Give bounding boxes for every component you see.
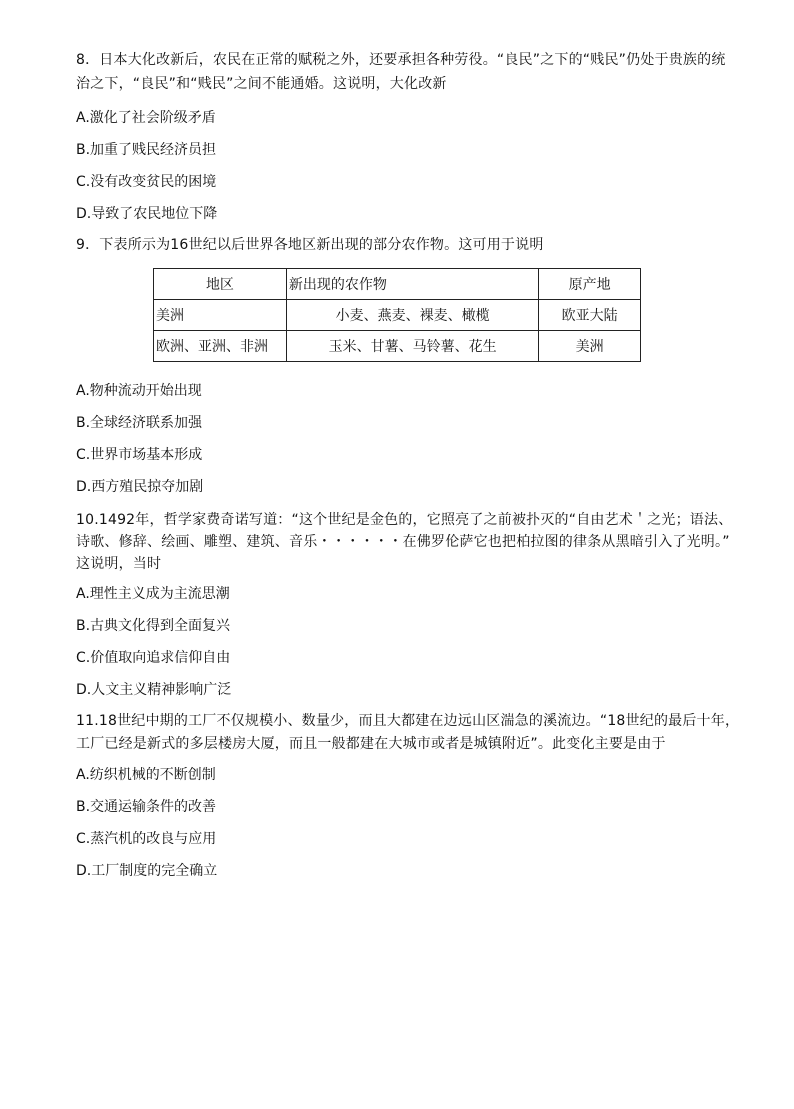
question-9-option-a: A.物种流动开始出现	[76, 383, 202, 399]
question-9-option-d: D.西方殖民掠夺加剧	[76, 479, 204, 495]
table-header-crops: 新出现的农作物	[286, 269, 538, 300]
question-11-stem-line1: 11.18世纪中期的工厂不仅规模小、数量少，而且大都建在边远山区湍急的溪流边。“18世纪的最后十年，	[76, 713, 740, 729]
question-10-stem-line2: 诗歌、修辞、绘画、雕塑、建筑、音乐・・・・・・在佛罗伦萨它也把柏拉图的律条从黑暗引入了光明。”	[76, 534, 730, 550]
question-10-option-d: D.人文主义精神影响广泛	[76, 682, 232, 698]
question-11-stem-line2: 工厂已经是新式的多层楼房大厦，而且一般都建在大城市或者是城镇附近”。此变化主要是由于	[76, 736, 666, 752]
table-header-origin: 原产地	[539, 269, 641, 300]
question-8-stem-line1: 8．日本大化改新后，农民在正常的赋税之外，还要承担各种劳役。“良民”之下的“贱民”仍处于贵族的统	[76, 52, 726, 68]
question-9-stem: 9．下表所示为16世纪以后世界各地区新出现的部分农作物。这可用于说明	[76, 237, 544, 253]
table-header-region: 地区	[154, 269, 287, 300]
table-cell-origin: 美洲	[539, 331, 641, 362]
question-8-option-a: A.激化了社会阶级矛盾	[76, 110, 216, 126]
table-cell-region: 欧洲、亚洲、非洲	[154, 331, 287, 362]
question-10-option-c: C.价值取向追求信仰自由	[76, 650, 231, 666]
table-cell-region: 美洲	[154, 300, 287, 331]
table-row	[154, 331, 641, 362]
question-10-option-b: B.古典文化得到全面复兴	[76, 618, 231, 634]
table-cell-origin: 欧亚大陆	[539, 300, 641, 331]
table-header-row	[154, 269, 641, 300]
question-8-option-c: C.没有改变贫民的困境	[76, 174, 217, 190]
crops-table	[153, 268, 641, 362]
question-11-option-c: C.蒸汽机的改良与应用	[76, 831, 217, 847]
question-8-option-b: B.加重了贱民经济员担	[76, 142, 217, 158]
question-11-option-d: D.工厂制度的完全确立	[76, 863, 218, 879]
table-row	[154, 300, 641, 331]
question-8-stem-line2: 治之下，“良民”和“贱民”之间不能通婚。这说明，大化改新	[76, 76, 447, 92]
question-10-stem-line3: 这说明，当时	[76, 556, 162, 572]
question-8-option-d: D.导致了农民地位下降	[76, 206, 218, 222]
question-9-option-b: B.全球经济联系加强	[76, 415, 203, 431]
question-10-stem-line1: 10.1492年，哲学家费奇诺写道：“这个世纪是金色的，它照亮了之前被扑灭的“自由艺术＇之光；语法、	[76, 512, 733, 528]
question-11-option-b: B.交通运输条件的改善	[76, 799, 217, 815]
table-cell-crops: 玉米、甘薯、马铃薯、花生	[286, 331, 538, 362]
question-9-option-c: C.世界市场基本形成	[76, 447, 203, 463]
question-10-option-a: A.理性主义成为主流思潮	[76, 586, 230, 602]
question-11-option-a: A.纺织机械的不断创制	[76, 767, 216, 783]
table-cell-crops: 小麦、燕麦、裸麦、橄榄	[286, 300, 538, 331]
